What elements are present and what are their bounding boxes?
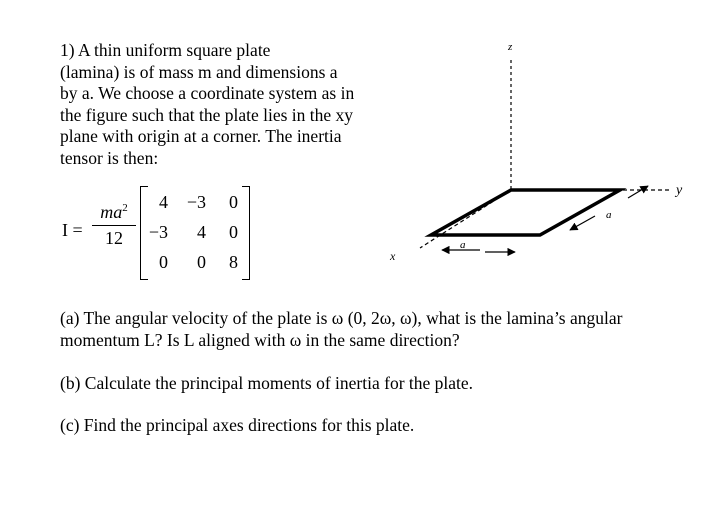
inertia-matrix xyxy=(140,186,250,278)
inertia-tensor-equation xyxy=(62,186,262,281)
y-axis-label: y xyxy=(676,183,683,198)
matrix-cell-2-2: 4 xyxy=(197,222,206,242)
mass-fraction xyxy=(92,202,136,249)
matrix-cell-1-3: 0 xyxy=(229,192,238,212)
intro-line-3: by a. We choose a coordinate system as in xyxy=(60,83,355,103)
equation-lhs: I = xyxy=(62,220,83,240)
dim-side-upper-arrow xyxy=(628,186,648,198)
questions-block xyxy=(60,308,680,456)
matrix-cell-1-1: 4 xyxy=(159,192,168,212)
matrix-cell-3-3: 8 xyxy=(229,252,238,272)
question-a-line-1: (a) The angular velocity of the plate is ω (0, 2ω, ω), what is the lamina’s angular xyxy=(60,308,623,328)
z-axis-label: z xyxy=(508,41,513,53)
matrix-cell-2-3: 0 xyxy=(229,222,238,242)
fraction-denominator: 12 xyxy=(105,228,123,248)
intro-line-2: (lamina) is of mass m and dimensions a xyxy=(60,61,338,82)
intro-line-6: tensor is then: xyxy=(60,147,159,168)
question-a xyxy=(60,308,680,351)
matrix-right-bracket xyxy=(242,186,250,280)
plate-diagram xyxy=(380,20,700,280)
plate-figure xyxy=(380,20,700,280)
dim-side-label: a xyxy=(606,209,612,221)
intro-line-5: plane with origin at a corner. The inertia xyxy=(60,126,342,146)
matrix-cell-1-2: −3 xyxy=(186,192,206,212)
question-c: (c) Find the principal axes directions for this plate. xyxy=(60,414,415,435)
matrix-cell-3-2: 0 xyxy=(197,252,206,272)
matrix-cell-3-1: 0 xyxy=(159,252,168,272)
question-b: (b) Calculate the principal moments of inertia for the plate. xyxy=(60,373,474,393)
intro-line-4: the figure such that the plate lies in the xy xyxy=(60,104,354,125)
dim-side-lower-arrow xyxy=(570,216,595,230)
numerator-exponent: 2 xyxy=(122,202,128,214)
problem-intro xyxy=(60,40,390,169)
x-axis-label: x xyxy=(390,249,396,263)
square-plate xyxy=(431,190,620,235)
matrix-cell-2-1: −3 xyxy=(148,222,168,242)
fraction-numerator xyxy=(92,202,136,226)
numerator-text: ma xyxy=(100,202,123,222)
intro-line-1: 1) A thin uniform square plate xyxy=(60,40,271,60)
dim-bottom-label: a xyxy=(460,239,466,251)
question-a-line-2: momentum L? Is L aligned with ω in the same direction? xyxy=(60,329,460,350)
